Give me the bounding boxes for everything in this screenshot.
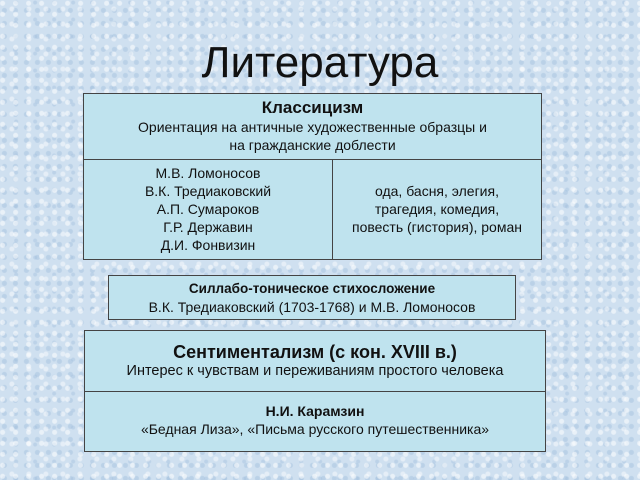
sentimentalism-heading: Сентиментализм (с кон. XVIII в.) [173, 342, 457, 362]
genres-box [332, 159, 542, 260]
genre-line: трагедия, комедия, [374, 201, 500, 217]
author-item: В.К. Тредиаковский [144, 183, 272, 199]
authors-box [83, 159, 333, 260]
genre-line: ода, басня, элегия, [375, 183, 499, 199]
classicism-box [83, 93, 542, 160]
sentimentalism-box [84, 330, 546, 392]
author-item: А.П. Сумароков [156, 201, 260, 217]
author-item: Г.Р. Державин [163, 219, 253, 235]
classicism-line-1: Ориентация на античные художественные образцы и [138, 119, 487, 135]
syllabo-tonic-box [108, 275, 516, 320]
author-item: М.В. Ломоносов [155, 165, 261, 181]
karamzin-heading: Н.И. Карамзин [265, 403, 365, 419]
karamzin-box [84, 391, 546, 452]
karamzin-text: «Бедная Лиза», «Письма русского путешественника» [140, 421, 490, 437]
syllabo-heading: Силлабо-тоническое стихосложение [188, 281, 436, 296]
sentimentalism-text: Интерес к чувствам и переживаниям простого человека [126, 363, 504, 379]
author-item: Д.И. Фонвизин [160, 237, 256, 253]
classicism-line-2: на гражданские доблести [229, 137, 396, 153]
genre-line: повесть (гистория), роман [351, 219, 522, 235]
syllabo-text: В.К. Тредиаковский (1703-1768) и М.В. Ломоносов [148, 299, 476, 315]
classicism-heading: Классицизм [261, 98, 364, 117]
slide-title: Литература [201, 38, 439, 87]
